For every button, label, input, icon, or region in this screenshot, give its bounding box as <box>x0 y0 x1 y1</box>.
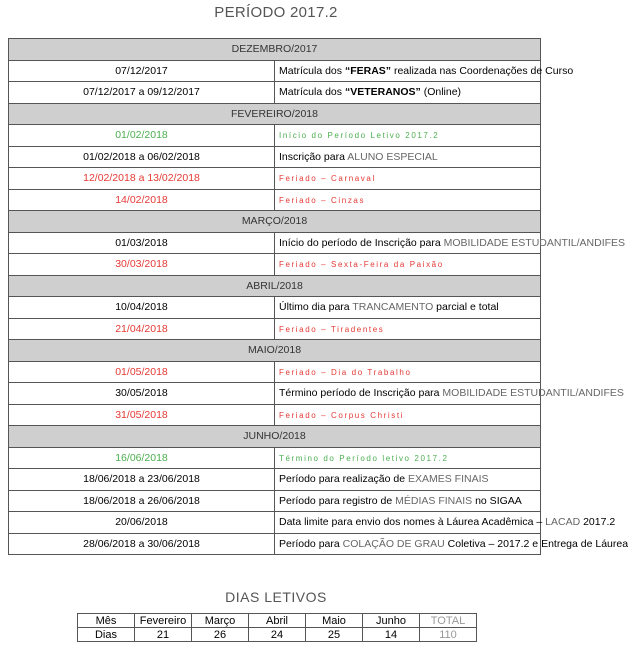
event-date: 12/02/2018 a 13/02/2018 <box>9 168 275 190</box>
header-cell: Maio <box>306 614 363 628</box>
calendar-table <box>8 38 628 555</box>
month-header-row <box>9 426 541 448</box>
event-description <box>275 447 541 469</box>
event-highlight: MÉDIAS FINAIS <box>395 494 473 507</box>
event-row <box>9 232 541 254</box>
event-date: 16/06/2018 <box>9 447 275 469</box>
event-description-text: Início do período de Inscrição para <box>279 236 444 249</box>
event-description <box>275 533 628 555</box>
event-row <box>9 189 541 211</box>
event-description <box>275 168 541 190</box>
event-description-text: Término período de Inscrição para <box>279 387 443 400</box>
value-cell: 21 <box>135 628 192 642</box>
event-date: 18/06/2018 a 26/06/2018 <box>9 490 275 512</box>
event-description-text: parcial e total <box>433 301 499 314</box>
event-row <box>9 361 541 383</box>
value-cell: 24 <box>249 628 306 642</box>
event-description-text: Coletiva – 2017.2 e Entrega de Láurea <box>444 537 628 550</box>
event-date: 31/05/2018 <box>9 404 275 426</box>
event-description <box>275 318 541 340</box>
month-header: MAIO/2018 <box>9 340 541 362</box>
dias-letivos-title: DIAS LETIVOS <box>225 589 327 605</box>
event-date: 28/06/2018 a 30/06/2018 <box>9 533 275 555</box>
event-description-text: (Online) <box>420 86 462 99</box>
event-row <box>9 146 541 168</box>
event-date: 18/06/2018 a 23/06/2018 <box>9 469 275 491</box>
value-cell: 14 <box>363 628 420 642</box>
month-header: MARÇO/2018 <box>9 211 541 233</box>
event-date: 01/03/2018 <box>9 232 275 254</box>
event-description-text: Feriado – Cinzas <box>279 195 366 205</box>
event-description <box>275 82 541 104</box>
month-header: DEZEMBRO/2017 <box>9 39 541 61</box>
event-description <box>275 254 541 276</box>
month-header: JUNHO/2018 <box>9 426 541 448</box>
header-cell: Junho <box>363 614 420 628</box>
event-date: 01/05/2018 <box>9 361 275 383</box>
header-cell: Março <box>192 614 249 628</box>
event-row <box>9 318 541 340</box>
value-cell: 25 <box>306 628 363 642</box>
event-description-text: Término do Período letivo 2017.2 <box>279 453 449 463</box>
event-highlight: MOBILIDADE ESTUDANTIL/ANDIFES <box>443 236 626 249</box>
event-description-text: Feriado – Corpus Christi <box>279 410 405 420</box>
month-header: FEVEREIRO/2018 <box>9 103 541 125</box>
event-highlight: COLAÇÃO DE GRAU <box>342 537 445 550</box>
month-header-row <box>9 211 541 233</box>
event-row <box>9 125 541 147</box>
value-cell: Dias <box>78 628 135 642</box>
event-highlight: MOBILIDADE ESTUDANTIL/ANDIFES <box>442 387 624 400</box>
event-description <box>275 60 574 82</box>
event-description-text: Último dia para <box>279 301 353 314</box>
event-date: 10/04/2018 <box>9 297 275 319</box>
event-description-text: Período para realização de <box>279 473 408 486</box>
event-description <box>275 297 541 319</box>
event-description-text: no SIGAA <box>472 494 522 507</box>
event-row <box>9 168 541 190</box>
value-cell-total: 110 <box>420 628 477 642</box>
event-description <box>275 469 541 491</box>
event-description <box>275 232 626 254</box>
event-row <box>9 404 541 426</box>
month-header: ABRIL/2018 <box>9 275 541 297</box>
event-date: 20/06/2018 <box>9 512 275 534</box>
event-date: 01/02/2018 <box>9 125 275 147</box>
dias-letivos-table <box>77 613 477 642</box>
event-description-text: Período para registro de <box>279 494 396 507</box>
page-title: PERÍODO 2017.2 <box>214 4 338 21</box>
event-description-text: Feriado – Sexta-Feira da Paixão <box>279 260 444 270</box>
event-row <box>9 82 541 104</box>
event-date: 14/02/2018 <box>9 189 275 211</box>
event-description-text: 2017.2 <box>580 516 616 529</box>
event-row <box>9 490 541 512</box>
event-date: 30/05/2018 <box>9 383 275 405</box>
event-date: 01/02/2018 a 06/02/2018 <box>9 146 275 168</box>
event-description-text: Matrícula dos <box>279 64 345 77</box>
event-description <box>275 125 541 147</box>
event-description <box>275 189 541 211</box>
event-description-text: Inscrição para <box>279 150 348 163</box>
event-description-text: Feriado – Carnaval <box>279 174 376 184</box>
event-row <box>9 469 541 491</box>
dias-letivos-values-row <box>78 628 477 642</box>
month-header-row <box>9 340 541 362</box>
event-description <box>275 146 541 168</box>
event-highlight-bold: “FERAS” <box>344 64 392 77</box>
event-row <box>9 533 541 555</box>
event-description <box>275 383 624 405</box>
event-description <box>275 490 541 512</box>
event-date: 30/03/2018 <box>9 254 275 276</box>
dias-letivos-header-row <box>78 614 477 628</box>
month-header-row <box>9 275 541 297</box>
event-row <box>9 447 541 469</box>
event-description-text: Feriado – Dia do Trabalho <box>279 367 412 377</box>
header-cell: Mês <box>78 614 135 628</box>
value-cell: 26 <box>192 628 249 642</box>
month-header-row <box>9 103 541 125</box>
event-description-text: Feriado – Tiradentes <box>279 324 385 334</box>
event-description-text: Período para <box>279 537 343 550</box>
event-description <box>275 512 616 534</box>
event-row <box>9 383 541 405</box>
event-highlight: EXAMES FINAIS <box>408 473 489 486</box>
event-row <box>9 254 541 276</box>
event-date: 21/04/2018 <box>9 318 275 340</box>
event-row <box>9 297 541 319</box>
event-description-text: Data limite para envio dos nomes à Láurea Acadêmica – <box>279 516 546 529</box>
event-highlight: TRANCAMENTO <box>352 301 434 314</box>
event-row <box>9 512 541 534</box>
event-row <box>9 60 541 82</box>
header-cell-total: TOTAL <box>420 614 477 628</box>
event-highlight-bold: “VETERANOS” <box>344 86 421 99</box>
month-header-row <box>9 39 541 61</box>
event-date: 07/12/2017 a 09/12/2017 <box>9 82 275 104</box>
event-description-text: Matrícula dos <box>279 86 345 99</box>
event-highlight: ALUNO ESPECIAL <box>347 150 438 163</box>
event-date: 07/12/2017 <box>9 60 275 82</box>
event-description-text: realizada nas Coordenações de Curso <box>391 64 574 77</box>
header-cell: Abril <box>249 614 306 628</box>
event-description <box>275 361 541 383</box>
header-cell: Fevereiro <box>135 614 192 628</box>
event-description-text: Início do Período Letivo 2017.2 <box>279 131 440 141</box>
event-highlight: LACAD <box>545 516 581 529</box>
event-description <box>275 404 541 426</box>
